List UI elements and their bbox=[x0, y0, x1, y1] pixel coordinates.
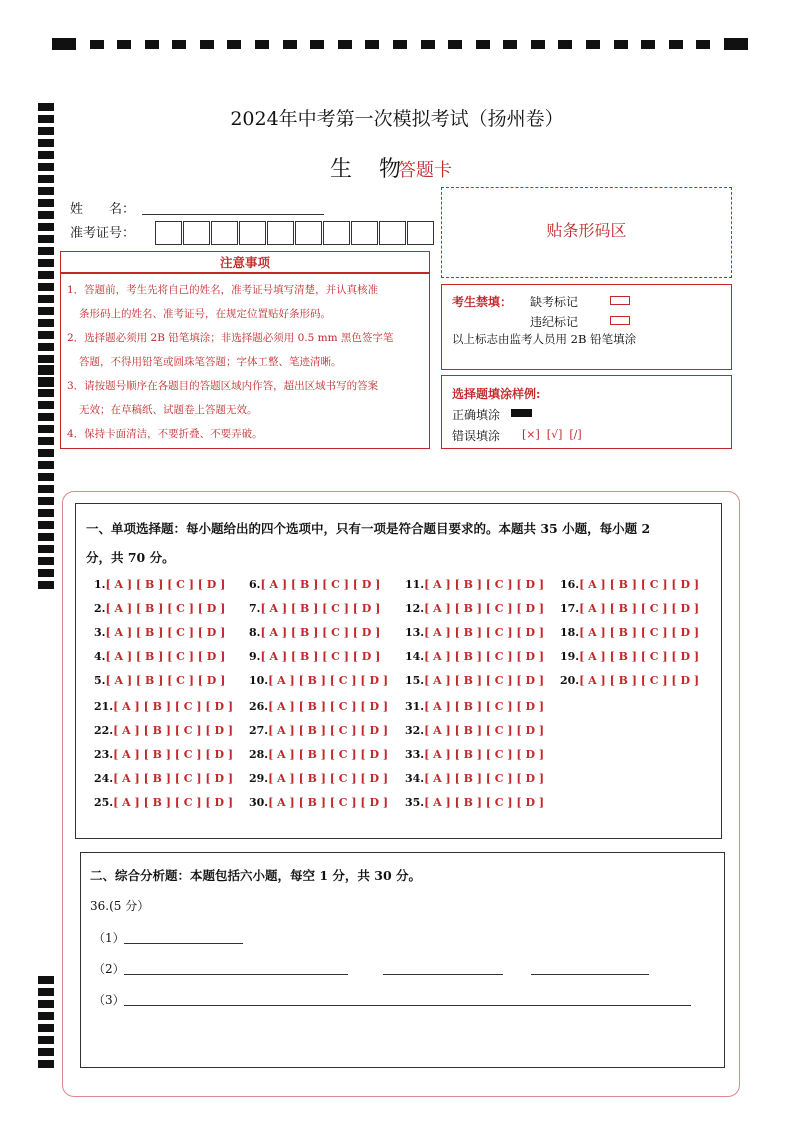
analysis-section bbox=[80, 852, 725, 1068]
question-number: 11. bbox=[405, 578, 425, 591]
notice-line: 无效；在草稿纸、试题卷上答题无效。 bbox=[79, 404, 258, 416]
question-number: 20. bbox=[560, 674, 580, 687]
fill-sample-box bbox=[441, 375, 732, 449]
question-3[interactable] bbox=[94, 626, 225, 639]
answer-options[interactable]: [ A ] [ B ] [ C ] [ D ] bbox=[113, 724, 234, 737]
question-35[interactable] bbox=[405, 796, 544, 809]
question-24[interactable] bbox=[94, 772, 233, 785]
answer-options[interactable]: [ A ] [ B ] [ C ] [ D ] bbox=[579, 650, 700, 663]
side-timing-marks-top bbox=[38, 103, 54, 387]
correct-fill-label: 正确填涂 bbox=[452, 408, 501, 422]
question-30[interactable] bbox=[249, 796, 388, 809]
question-14[interactable] bbox=[405, 650, 544, 663]
question-18[interactable] bbox=[560, 626, 699, 639]
forbid-label: 考生禁填： bbox=[452, 295, 513, 309]
question-number: 33. bbox=[405, 748, 425, 761]
question-2[interactable] bbox=[94, 602, 225, 615]
subquestion-1-label: （1） bbox=[93, 931, 125, 945]
question-number: 10. bbox=[249, 674, 269, 687]
question-5[interactable] bbox=[94, 674, 225, 687]
answer-card-label: 答题卡 bbox=[398, 160, 452, 181]
question-28[interactable] bbox=[249, 748, 388, 761]
question-4[interactable] bbox=[94, 650, 225, 663]
notice-box bbox=[60, 273, 430, 449]
notice-line: 条形码上的姓名、准考证号，在规定位置贴好条形码。 bbox=[79, 308, 331, 320]
question-number: 16. bbox=[560, 578, 580, 591]
question-number: 18. bbox=[560, 626, 580, 639]
exam-title: 2024年中考第一次模拟考试（扬州卷） bbox=[230, 108, 564, 130]
question-number: 13. bbox=[405, 626, 425, 639]
question-20[interactable] bbox=[560, 674, 699, 687]
answer-options[interactable]: [ A ] [ B ] [ C ] [ D ] bbox=[113, 748, 234, 761]
question-number: 15. bbox=[405, 674, 425, 687]
answer-options[interactable]: [ A ] [ B ] [ C ] [ D ] bbox=[424, 796, 545, 809]
question-9[interactable] bbox=[249, 650, 380, 663]
correct-fill-sample bbox=[511, 409, 532, 417]
forbid-note: 以上标志由监考人员用 2B 铅笔填涂 bbox=[452, 332, 637, 346]
question-number: 27. bbox=[249, 724, 269, 737]
question-number: 17. bbox=[560, 602, 580, 615]
timing-mark-bar bbox=[52, 38, 748, 50]
answer-options[interactable]: [ A ] [ B ] [ C ] [ D ] bbox=[260, 650, 381, 663]
notice-line: 答题，不得用铅笔或圆珠笔答题；字体工整、笔迹清晰。 bbox=[79, 356, 342, 368]
wrong-fill-label: 错误填涂 bbox=[452, 429, 501, 443]
side-timing-marks-middle bbox=[38, 365, 54, 589]
question-32[interactable] bbox=[405, 724, 544, 737]
answer-options[interactable]: [ A ] [ B ] [ C ] [ D ] bbox=[424, 772, 545, 785]
answer-options[interactable]: [ A ] [ B ] [ C ] [ D ] bbox=[268, 724, 389, 737]
answer-options[interactable]: [ A ] [ B ] [ C ] [ D ] bbox=[424, 602, 545, 615]
question-23[interactable] bbox=[94, 748, 233, 761]
question-10[interactable] bbox=[249, 674, 388, 687]
section1-heading-line1: 一、单项选择题：每小题给出的四个选项中，只有一项是符合题目要求的。本题共 35 小题，每小题 2 bbox=[86, 521, 651, 536]
question-7[interactable] bbox=[249, 602, 380, 615]
question-8[interactable] bbox=[249, 626, 380, 639]
question-number: 19. bbox=[560, 650, 580, 663]
answer-options[interactable]: [ A ] [ B ] [ C ] [ D ] bbox=[105, 650, 226, 663]
question-12[interactable] bbox=[405, 602, 544, 615]
question-number: 29. bbox=[249, 772, 269, 785]
answer-options[interactable]: [ A ] [ B ] [ C ] [ D ] bbox=[268, 748, 389, 761]
answer-options[interactable]: [ A ] [ B ] [ C ] [ D ] bbox=[424, 578, 545, 591]
answer-options[interactable]: [ A ] [ B ] [ C ] [ D ] bbox=[424, 700, 545, 713]
examiner-only-box bbox=[441, 284, 732, 370]
question-number: 6. bbox=[249, 578, 261, 591]
absent-label: 缺考标记 bbox=[530, 295, 579, 309]
notice-title: 注意事项 bbox=[60, 251, 430, 273]
question-22[interactable] bbox=[94, 724, 233, 737]
question-33[interactable] bbox=[405, 748, 544, 761]
question-number: 26. bbox=[249, 700, 269, 713]
answer-options[interactable]: [ A ] [ B ] [ C ] [ D ] bbox=[268, 700, 389, 713]
question-6[interactable] bbox=[249, 578, 380, 591]
answer-options[interactable]: [ A ] [ B ] [ C ] [ D ] bbox=[579, 674, 700, 687]
answer-options[interactable]: [ A ] [ B ] [ C ] [ D ] bbox=[424, 748, 545, 761]
question-number: 34. bbox=[405, 772, 425, 785]
answer-options[interactable]: [ A ] [ B ] [ C ] [ D ] bbox=[260, 602, 381, 615]
answer-options[interactable]: [ A ] [ B ] [ C ] [ D ] bbox=[579, 578, 700, 591]
subquestion-2-label: （2） bbox=[93, 962, 125, 976]
question-36-label: 36.(5 分） bbox=[90, 899, 150, 913]
wrong-fill-sample: [×] [√] [/] bbox=[522, 428, 582, 441]
notice-line: 2．选择题必须用 2B 铅笔填涂；非选择题必须用 0.5 mm 黑色签字笔 bbox=[67, 332, 394, 344]
answer-options[interactable]: [ A ] [ B ] [ C ] [ D ] bbox=[268, 796, 389, 809]
subquestion-3-label: （3） bbox=[93, 993, 125, 1007]
side-timing-marks-bottom bbox=[38, 976, 54, 1068]
answer-options[interactable]: [ A ] [ B ] [ C ] [ D ] bbox=[424, 650, 545, 663]
answer-options[interactable]: [ A ] [ B ] [ C ] [ D ] bbox=[113, 700, 234, 713]
question-31[interactable] bbox=[405, 700, 544, 713]
question-number: 12. bbox=[405, 602, 425, 615]
violation-label: 违纪标记 bbox=[530, 315, 579, 329]
question-15[interactable] bbox=[405, 674, 544, 687]
answer-options[interactable]: [ A ] [ B ] [ C ] [ D ] bbox=[105, 626, 226, 639]
question-number: 35. bbox=[405, 796, 425, 809]
answer-options[interactable]: [ A ] [ B ] [ C ] [ D ] bbox=[424, 724, 545, 737]
answer-options[interactable]: [ A ] [ B ] [ C ] [ D ] bbox=[113, 772, 234, 785]
question-25[interactable] bbox=[94, 796, 233, 809]
question-19[interactable] bbox=[560, 650, 699, 663]
question-number: 30. bbox=[249, 796, 269, 809]
answer-options[interactable]: [ A ] [ B ] [ C ] [ D ] bbox=[424, 674, 545, 687]
id-number-boxes[interactable] bbox=[155, 221, 435, 245]
question-17[interactable] bbox=[560, 602, 699, 615]
notice-line: 4．保持卡面清洁，不要折叠、不要弄破。 bbox=[67, 428, 263, 440]
answer-line-2c[interactable] bbox=[531, 974, 649, 975]
section2-heading: 二、综合分析题：本题包括六小题，每空 1 分，共 30 分。 bbox=[90, 868, 422, 883]
id-label: 准考证号： bbox=[70, 226, 136, 241]
question-number: 31. bbox=[405, 700, 425, 713]
question-number: 24. bbox=[94, 772, 114, 785]
question-number: 3. bbox=[94, 626, 106, 639]
question-1[interactable] bbox=[94, 578, 225, 591]
question-number: 21. bbox=[94, 700, 114, 713]
absent-mark[interactable] bbox=[610, 293, 630, 307]
section1-heading-line2: 分，共 70 分。 bbox=[86, 550, 175, 565]
question-number: 28. bbox=[249, 748, 269, 761]
question-11[interactable] bbox=[405, 578, 544, 591]
answer-options[interactable]: [ A ] [ B ] [ C ] [ D ] bbox=[260, 626, 381, 639]
question-34[interactable] bbox=[405, 772, 544, 785]
question-16[interactable] bbox=[560, 578, 699, 591]
question-number: 7. bbox=[249, 602, 261, 615]
question-number: 9. bbox=[249, 650, 261, 663]
question-number: 1. bbox=[94, 578, 106, 591]
name-label: 姓 名： bbox=[70, 202, 136, 217]
question-number: 5. bbox=[94, 674, 106, 687]
answer-options[interactable]: [ A ] [ B ] [ C ] [ D ] bbox=[260, 578, 381, 591]
question-27[interactable] bbox=[249, 724, 388, 737]
question-number: 2. bbox=[94, 602, 106, 615]
question-26[interactable] bbox=[249, 700, 388, 713]
answer-line-2b[interactable] bbox=[383, 974, 503, 975]
notice-line: 1．答题前，考生先将自己的姓名，准考证号填写清楚，并认真核准 bbox=[67, 284, 379, 296]
answer-options[interactable]: [ A ] [ B ] [ C ] [ D ] bbox=[268, 772, 389, 785]
answer-options[interactable]: [ A ] [ B ] [ C ] [ D ] bbox=[579, 602, 700, 615]
answer-options[interactable]: [ A ] [ B ] [ C ] [ D ] bbox=[105, 578, 226, 591]
fill-sample-title: 选择题填涂样例: bbox=[452, 387, 541, 401]
answer-options[interactable]: [ A ] [ B ] [ C ] [ D ] bbox=[113, 796, 234, 809]
subject-name: 生 物 bbox=[330, 157, 411, 182]
question-13[interactable] bbox=[405, 626, 544, 639]
answer-line-1[interactable] bbox=[124, 943, 243, 944]
question-number: 32. bbox=[405, 724, 425, 737]
answer-options[interactable]: [ A ] [ B ] [ C ] [ D ] bbox=[424, 626, 545, 639]
answer-options[interactable]: [ A ] [ B ] [ C ] [ D ] bbox=[105, 674, 226, 687]
question-number: 8. bbox=[249, 626, 261, 639]
answer-options[interactable]: [ A ] [ B ] [ C ] [ D ] bbox=[579, 626, 700, 639]
name-field[interactable] bbox=[142, 214, 324, 215]
question-21[interactable] bbox=[94, 700, 233, 713]
question-number: 25. bbox=[94, 796, 114, 809]
question-number: 4. bbox=[94, 650, 106, 663]
answer-options[interactable]: [ A ] [ B ] [ C ] [ D ] bbox=[105, 602, 226, 615]
question-29[interactable] bbox=[249, 772, 388, 785]
question-number: 22. bbox=[94, 724, 114, 737]
answer-line-3[interactable] bbox=[124, 1005, 691, 1006]
answer-options[interactable]: [ A ] [ B ] [ C ] [ D ] bbox=[268, 674, 389, 687]
notice-line: 3．请按题号顺序在各题目的答题区域内作答，超出区域书写的答案 bbox=[67, 380, 379, 392]
question-number: 14. bbox=[405, 650, 425, 663]
question-number: 23. bbox=[94, 748, 114, 761]
answer-line-2a[interactable] bbox=[124, 974, 348, 975]
barcode-area: 贴条形码区 bbox=[441, 187, 732, 278]
violation-mark[interactable] bbox=[610, 313, 630, 327]
